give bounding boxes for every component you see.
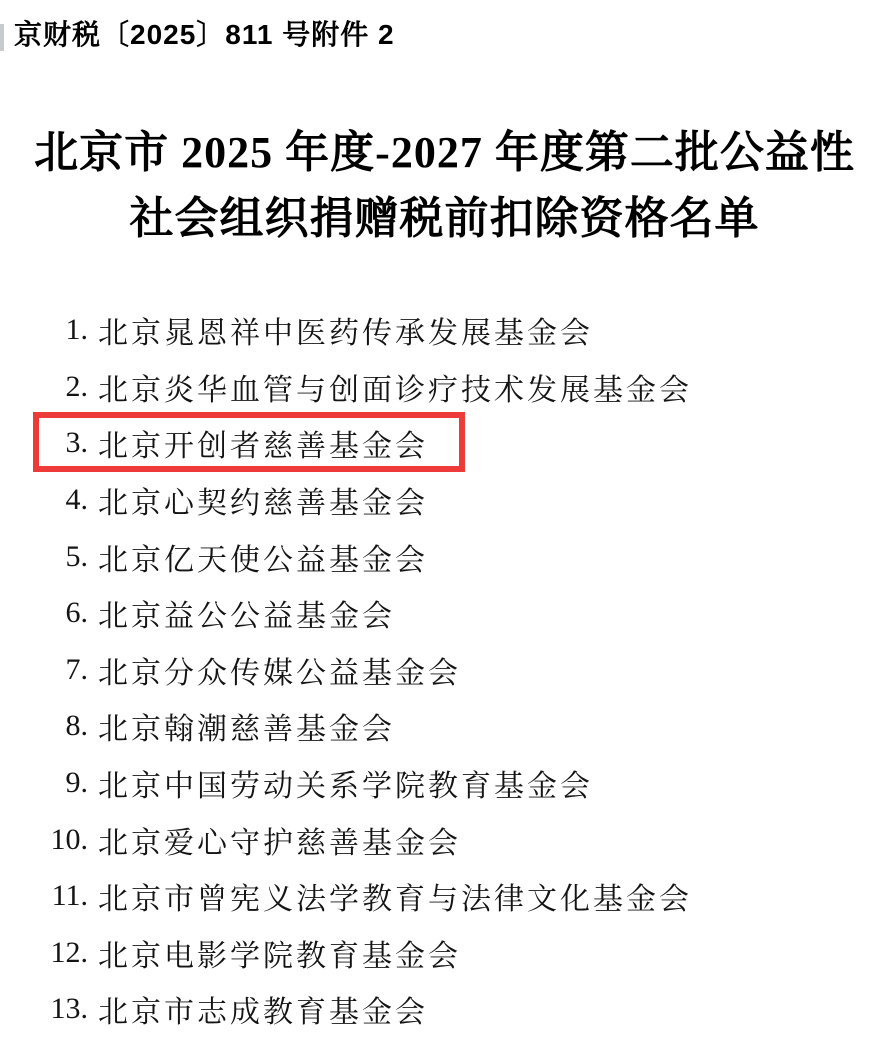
item-name: 北京益公公益基金会	[98, 600, 395, 634]
item-name: 北京分众传媒公益基金会	[98, 656, 461, 690]
item-name: 北京亿天使公益基金会	[98, 543, 428, 577]
item-number: 2.	[65, 369, 88, 403]
list-item	[0, 698, 889, 755]
item-name: 北京市志成教育基金会	[98, 996, 428, 1030]
list-item	[0, 981, 889, 1038]
list-item-highlighted	[0, 415, 889, 472]
list-item	[0, 925, 889, 982]
item-number: 8.	[65, 709, 88, 743]
item-number: 10.	[50, 822, 88, 856]
page-title-line-1: 北京市 2025 年度-2027 年度第二批公益性	[34, 128, 855, 177]
item-name: 北京开创者慈善基金会	[98, 430, 428, 464]
item-name: 北京电影学院教育基金会	[98, 939, 461, 973]
item-name: 北京心契约慈善基金会	[98, 487, 428, 521]
item-name: 北京中国劳动关系学院教育基金会	[98, 770, 593, 804]
org-list	[0, 302, 889, 1038]
item-name: 北京爱心守护慈善基金会	[98, 826, 461, 860]
item-name: 北京晁恩祥中医药传承发展基金会	[98, 317, 593, 351]
doc-number-line: 京财税〔2025〕811 号附件 2	[14, 19, 395, 50]
item-number: 1.	[65, 313, 88, 347]
item-name: 北京市曾宪义法学教育与法律文化基金会	[98, 883, 692, 917]
item-number: 5.	[65, 539, 88, 573]
item-number: 3.	[65, 426, 88, 460]
item-number: 12.	[50, 935, 88, 969]
page-title	[0, 120, 889, 252]
list-item	[0, 302, 889, 359]
item-number: 13.	[50, 992, 88, 1026]
list-item	[0, 585, 889, 642]
item-number: 6.	[65, 596, 88, 630]
page-edge-artifact	[0, 24, 4, 51]
item-number: 4.	[65, 483, 88, 517]
list-item	[0, 642, 889, 699]
page-title-line-2: 社会组织捐赠税前扣除资格名单	[129, 194, 760, 243]
list-item	[0, 528, 889, 585]
item-number: 9.	[65, 766, 88, 800]
item-name: 北京炎华血管与创面诊疗技术发展基金会	[98, 373, 692, 407]
list-item	[0, 359, 889, 416]
item-number: 7.	[65, 652, 88, 686]
item-name: 北京翰潮慈善基金会	[98, 713, 395, 747]
item-number: 11.	[51, 879, 88, 913]
list-item	[0, 868, 889, 925]
list-item	[0, 472, 889, 529]
list-item	[0, 755, 889, 812]
list-item	[0, 811, 889, 868]
